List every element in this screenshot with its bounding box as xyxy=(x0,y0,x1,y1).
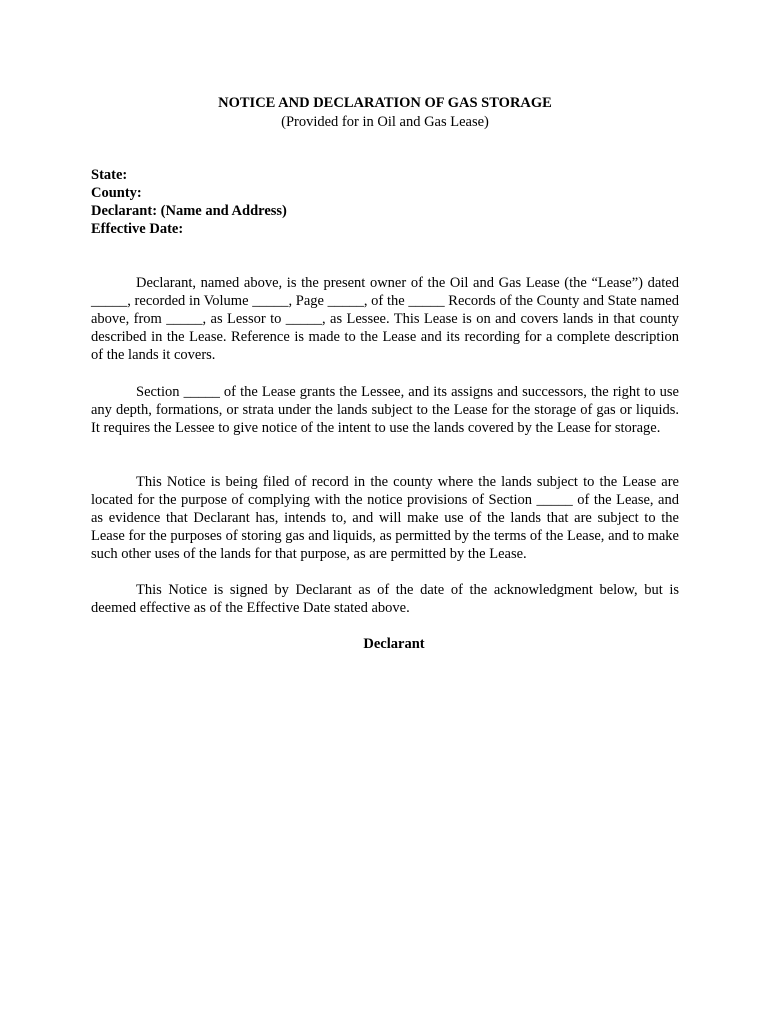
state-field-label: State: xyxy=(91,167,128,183)
document-title: NOTICE AND DECLARATION OF GAS STORAGE xyxy=(218,95,552,111)
declarant-field-label: Declarant: (Name and Address) xyxy=(91,203,287,219)
paragraph-lease-ownership xyxy=(91,274,679,364)
paragraph-storage-rights xyxy=(91,383,679,437)
paragraph-notice-filing xyxy=(91,473,679,563)
paragraph-text: Section _____ of the Lease grants the Lessee, and its assigns and successors, the right to use any depth, formations, or strata under the lands subject to the Lease for the storage of gas or liquids. It requires the Lessee to give notice of the intent to use the lands covered by the Lease for storage. xyxy=(91,384,679,436)
paragraph-text: Declarant, named above, is the present owner of the Oil and Gas Lease (the “Lease”) dated _____, recorded in Volume _____, Page _____, of the _____ Records of the County and State named above, from _____, as Lessor to _____, as Lessee. This Lease is on and covers lands in that county described in the Lease. Reference is made to the Lease and its recording for a complete description of the lands it covers. xyxy=(91,275,679,363)
signature-label: Declarant xyxy=(363,636,425,652)
effective-date-field-label: Effective Date: xyxy=(91,221,184,237)
paragraph-effective-date xyxy=(91,581,679,617)
paragraph-text: This Notice is being filed of record in the county where the lands subject to the Lease are located for the purpose of complying with the notice provisions of Section _____ of the Lease, and as evidence that Declarant has, intends to, and will make use of the lands that are subject to the Lease for the purposes of storing gas and liquids, as permitted by the terms of the Lease, and to make such other uses of the lands for that purpose, as are permitted by the Lease. xyxy=(91,474,679,562)
header-fields xyxy=(91,166,287,238)
document-subtitle: (Provided for in Oil and Gas Lease) xyxy=(281,114,489,130)
county-field-label: County: xyxy=(91,185,142,201)
paragraph-text: This Notice is signed by Declarant as of the date of the acknowledgment below, but is deemed effective as of the Effective Date stated above. xyxy=(91,582,679,616)
